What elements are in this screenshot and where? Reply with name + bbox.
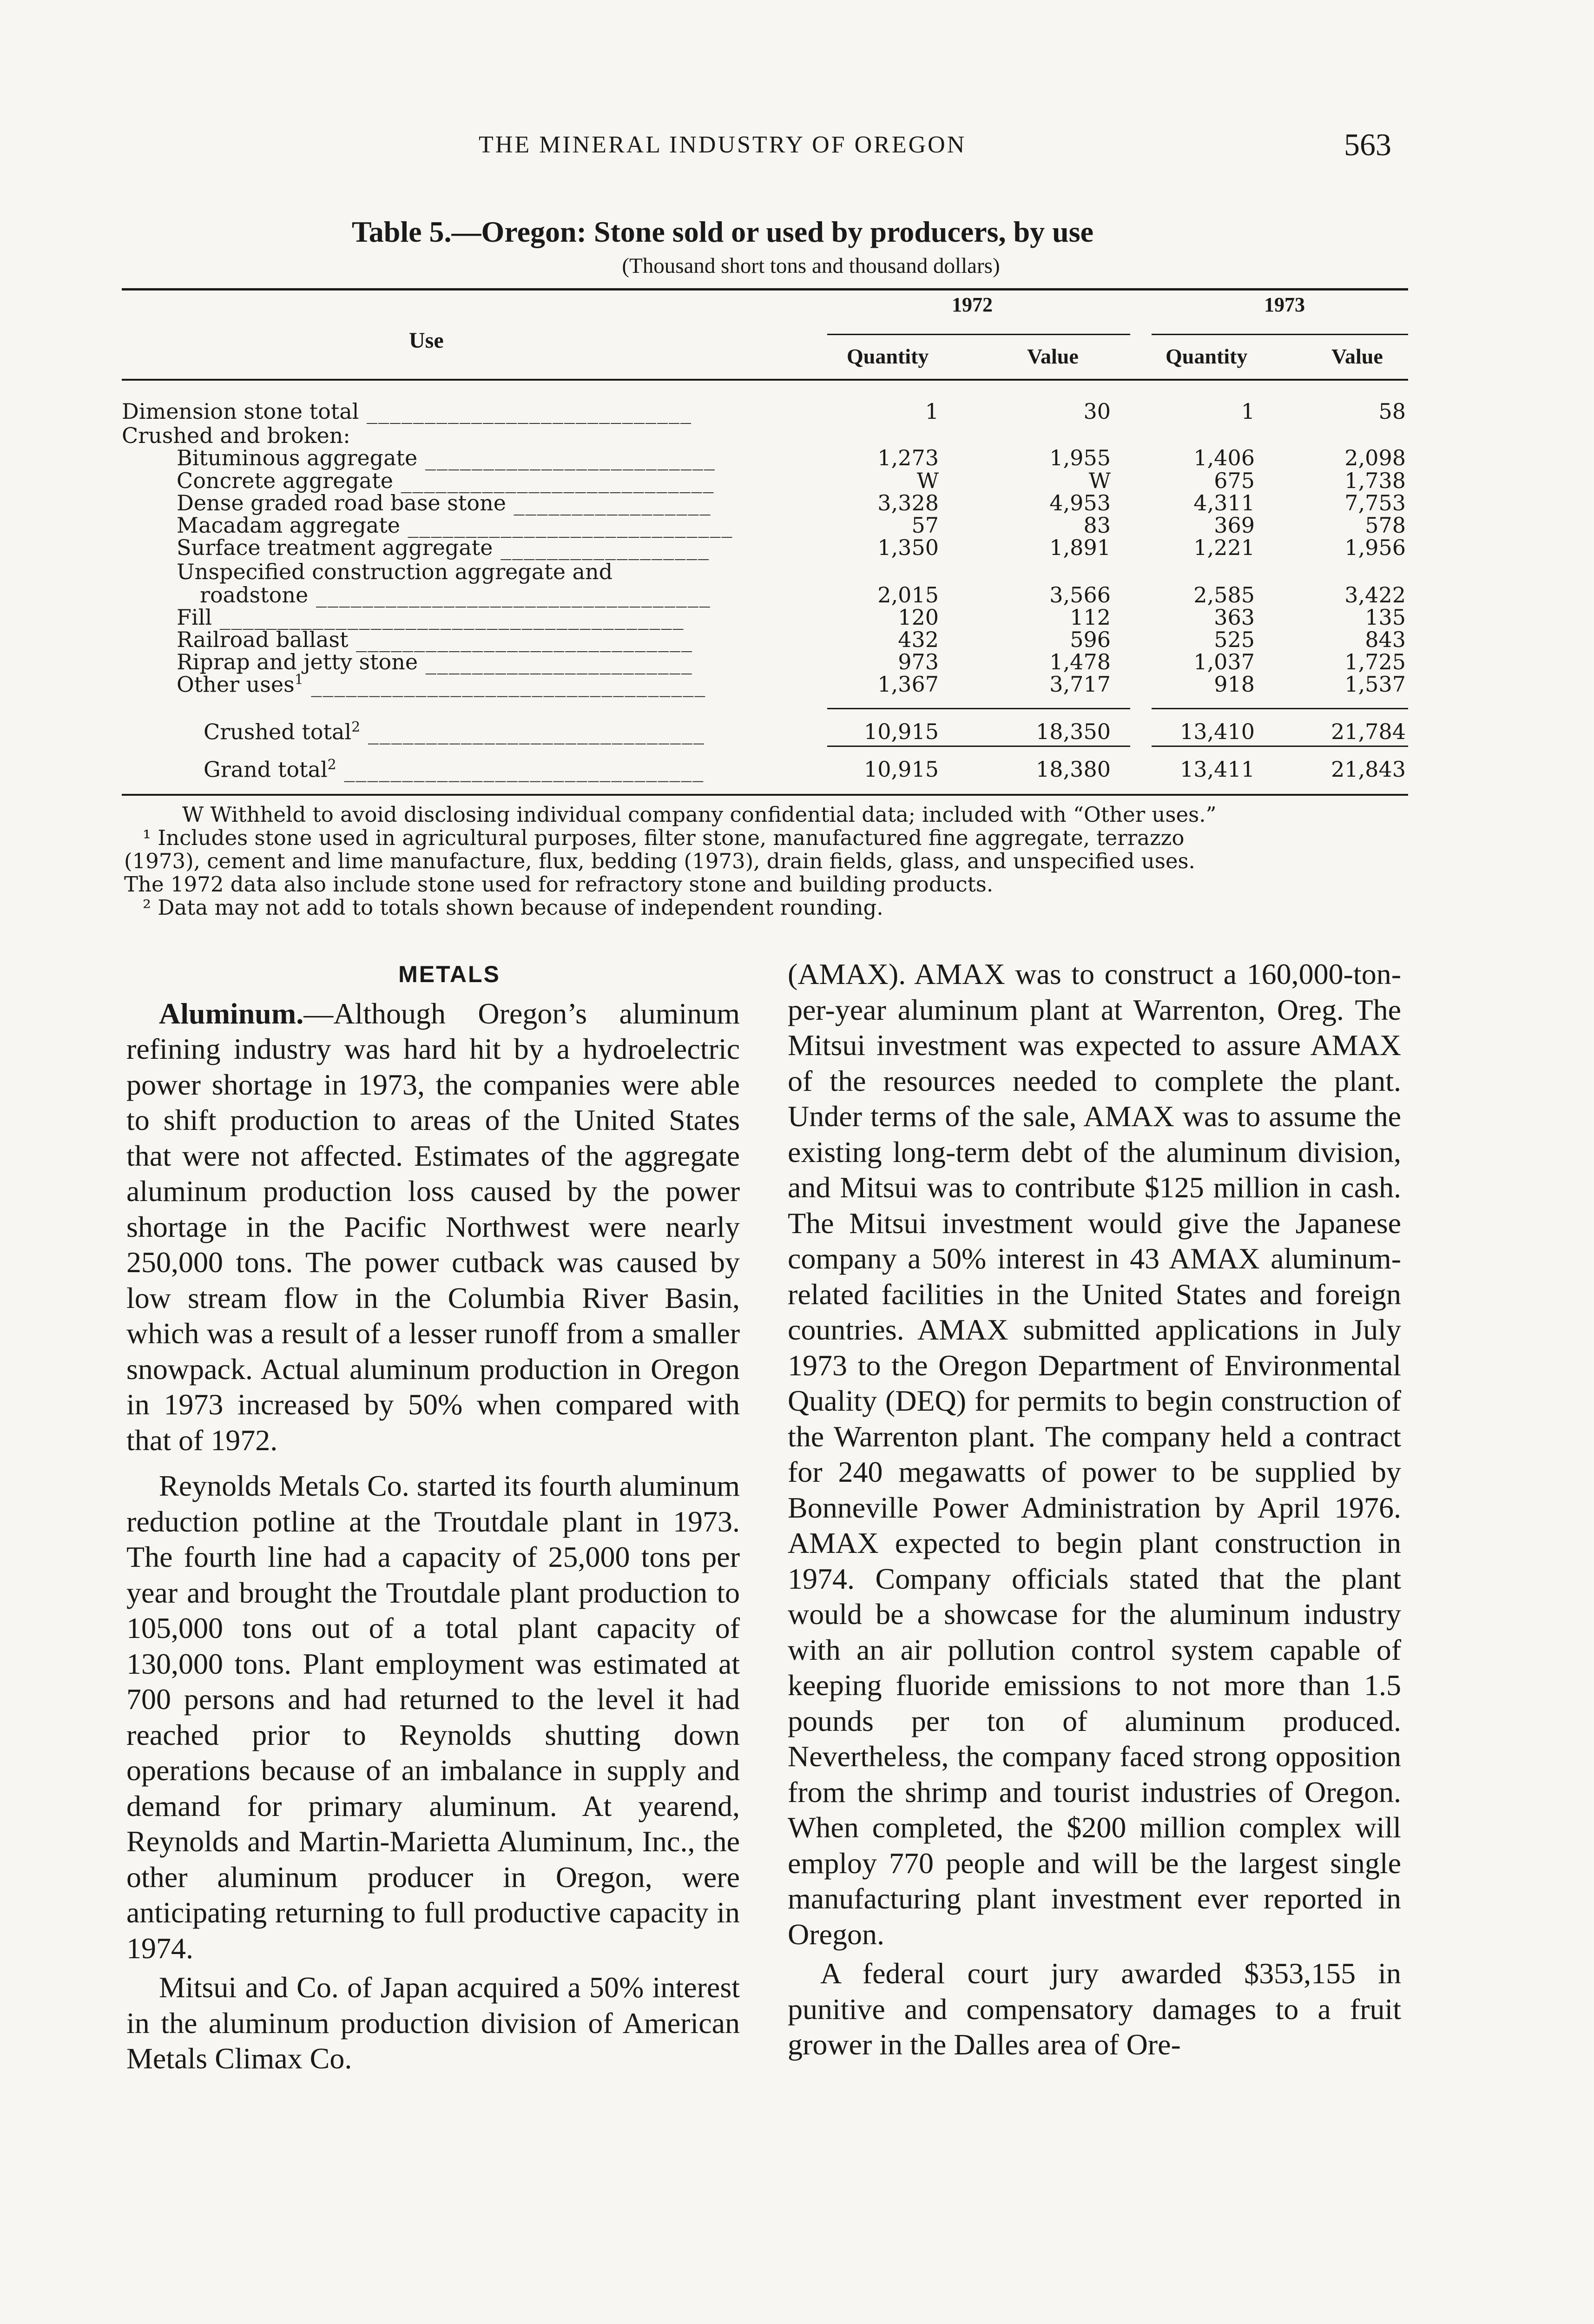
- cell-q72: 1,367: [877, 672, 939, 697]
- cell-q73: 363: [1214, 605, 1255, 630]
- row-label: Crushed and broken:: [122, 423, 350, 448]
- cell-v72: 112: [1070, 605, 1111, 630]
- total-rule-1973: [1152, 746, 1408, 747]
- running-title: THE MINERAL INDUSTRY OF OREGON: [479, 132, 967, 158]
- cell-q73: 918: [1214, 672, 1255, 697]
- footnote-2: ² Data may not add to totals shown because of independent rounding.: [143, 895, 883, 920]
- leader-dots: ____________________________: [400, 513, 733, 538]
- cell-q73: 2,585: [1193, 582, 1255, 607]
- left-column: [126, 957, 740, 2077]
- table-row: [0, 627, 1594, 651]
- leader-dots: ___________________________: [393, 468, 715, 493]
- cell-v72: 3,566: [1049, 582, 1111, 607]
- cell-q72: 10,915: [864, 719, 939, 744]
- cell-v73: 7,753: [1344, 490, 1406, 515]
- table-row: [0, 445, 1594, 469]
- cell-v73: 21,843: [1331, 757, 1406, 782]
- cell-v72: 3,717: [1049, 672, 1111, 697]
- leader-dots: __________________________________: [308, 582, 711, 607]
- table-row: [0, 513, 1594, 537]
- paragraph-court: A federal court jury awarded $353,155 in punitive and compensatory damages to a fruit grower in the Dalles area of Ore-: [788, 1957, 1401, 2061]
- cell-q73: 1,221: [1193, 535, 1255, 560]
- row-label: Railroad ballast _____________________________: [177, 627, 693, 652]
- row-label: Dense graded road base stone _________________: [177, 490, 711, 515]
- paragraph-mitsui: Mitsui and Co. of Japan acquired a 50% interest in the aluminum production division of American Metals Climax Co.: [126, 1971, 740, 2075]
- page-number: 563: [1344, 127, 1391, 162]
- row-label: Other uses$^1$ __________________________________: [177, 672, 706, 697]
- cell-v72: 1,891: [1049, 535, 1111, 560]
- cell-v73: 1,956: [1344, 535, 1406, 560]
- cell-q73: 525: [1214, 627, 1255, 652]
- col-header-value-1972: Value: [1027, 344, 1079, 368]
- table-row: [0, 582, 1594, 607]
- table-top-rule: [122, 288, 1408, 290]
- table-row: [0, 468, 1594, 492]
- leader-dots: __________________________________: [303, 672, 706, 697]
- col-header-quantity-1972: Quantity: [847, 344, 929, 368]
- year-1972-rule: [827, 334, 1130, 335]
- row-label: Bituminous aggregate _________________________: [177, 445, 716, 470]
- col-header-value-1973: Value: [1331, 344, 1383, 368]
- table-row: [0, 399, 1594, 423]
- table-row: [0, 649, 1594, 673]
- leader-dots: _______________________________: [336, 757, 705, 782]
- cell-q73: 13,410: [1180, 719, 1255, 744]
- cell-q72: 1,273: [877, 445, 939, 470]
- leader-dots: _______________________: [418, 649, 693, 674]
- subtotal-rule-1973: [1152, 708, 1408, 709]
- section-heading: METALS: [398, 961, 501, 987]
- cell-v72: 30: [1083, 399, 1111, 424]
- col-header-quantity-1973: Quantity: [1166, 344, 1248, 368]
- col-header-1973: 1973: [1264, 293, 1305, 316]
- table-row: [0, 559, 1594, 583]
- aluminum-runin: Aluminum.: [159, 997, 304, 1030]
- cell-v72: 4,953: [1049, 490, 1111, 515]
- cell-v73: 3,422: [1344, 582, 1406, 607]
- leader-dots: _________________________: [417, 445, 716, 470]
- paragraph-reynolds: Reynolds Metals Co. started its fourth aluminum reduction potline at the Troutdale plant in 1973. The fourth line had a capacity of 25,000 tons per year and brought the Troutdale plant production to 105,000 tons out of a total plant capacity of 130,000 tons. Plant employment was estimated at 700 persons and had returned to the level it had reached prior to Reynolds shutting down operations because of an imbalance in supply and demand for primary aluminum. At yearend, Reynolds and Martin-Marietta Aluminum, Inc., the other aluminum producer in Oregon, were anticipating returning to full productive capacity in 1974.: [126, 1469, 740, 1965]
- total-rule-1972: [827, 746, 1130, 747]
- table-title: Table 5.—Oregon: Stone sold or used by producers, by use: [351, 215, 1094, 248]
- cell-v72: 1,478: [1049, 649, 1111, 674]
- cell-v72: 1,955: [1049, 445, 1111, 470]
- cell-q73: 4,311: [1193, 490, 1255, 515]
- row-label: Fill ________________________________________: [177, 605, 685, 630]
- cell-v73: 578: [1365, 513, 1406, 538]
- footnote-1-cont2: The 1972 data also include stone used for refractory stone and building products.: [124, 872, 994, 897]
- year-1973-rule: [1152, 334, 1408, 335]
- cell-v73: 1,537: [1344, 672, 1406, 697]
- cell-q73: 13,411: [1180, 757, 1255, 782]
- cell-q73: 1: [1241, 399, 1255, 424]
- footnote-1: ¹ Includes stone used in agricultural purposes, filter stone, manufactured fine aggregate, terrazzo: [143, 825, 1185, 850]
- cell-v72: 18,380: [1036, 757, 1111, 782]
- footnote-w: W Withheld to avoid disclosing individual company confidential data; included with “Other uses.”: [182, 802, 1217, 827]
- cell-q72: 2,015: [877, 582, 939, 607]
- subtotal-rule-1972: [827, 708, 1130, 709]
- cell-v72: 18,350: [1036, 719, 1111, 744]
- cell-q72: 3,328: [877, 490, 939, 515]
- cell-v73: 21,784: [1331, 719, 1406, 744]
- leader-dots: _____________________________: [348, 627, 693, 652]
- row-label: Surface treatment aggregate __________________: [177, 535, 710, 560]
- cell-v72: 596: [1070, 627, 1111, 652]
- col-header-1972: 1972: [952, 293, 993, 316]
- col-header-use: Use: [409, 328, 444, 353]
- table-row: [0, 535, 1594, 559]
- cell-v73: 2,098: [1344, 445, 1406, 470]
- table-row: [0, 423, 1594, 447]
- row-label: Dimension stone total ____________________________: [122, 399, 692, 424]
- paragraph-aluminum: Aluminum.—Although Oregon’s aluminum refining industry was hard hit by a hydroelectric power shortage in 1973, the companies were able to shift production to areas of the United States that were not affected. Estimates of the aggregate aluminum production loss caused by the power shortage in the Pacific Northwest were nearly 250,000 tons. The power cutback was caused by low stream flow in the Columbia River Basin, which was a result of a lesser runoff from a smaller snowpack. Actual aluminum production in Oregon in 1973 increased by 50% when compared with that of 1972.: [126, 997, 740, 1457]
- cell-v73: 58: [1378, 399, 1406, 424]
- row-label: Riprap and jetty stone _______________________: [177, 649, 693, 674]
- cell-v73: 1,738: [1344, 468, 1406, 493]
- table-row: [0, 605, 1594, 629]
- row-label: Concrete aggregate ___________________________: [177, 468, 715, 493]
- cell-v73: 1,725: [1344, 649, 1406, 674]
- table-row: [0, 719, 1594, 743]
- leader-dots: __________________: [493, 535, 710, 560]
- cell-q72: W: [916, 468, 939, 493]
- row-label: Unspecified construction aggregate and: [177, 559, 613, 584]
- cell-v73: 135: [1365, 605, 1406, 630]
- row-label: roadstone __________________________________: [200, 582, 711, 607]
- cell-q73: 1,037: [1193, 649, 1255, 674]
- table-row: [0, 672, 1594, 696]
- table-header-rule: [122, 379, 1408, 381]
- cell-q72: 10,915: [864, 757, 939, 782]
- right-column: [788, 957, 1401, 2063]
- footnote-1-cont: (1973), cement and lime manufacture, flux, bedding (1973), drain fields, glass, and unspecified uses.: [124, 849, 1195, 873]
- leader-dots: _________________: [506, 490, 711, 515]
- cell-q72: 432: [898, 627, 939, 652]
- leader-dots: ____________________________: [359, 399, 692, 424]
- cell-q73: 675: [1214, 468, 1255, 493]
- cell-q72: 1: [925, 399, 939, 424]
- row-label: Grand total$^2$ _______________________________: [204, 757, 705, 782]
- cell-q72: 1,350: [877, 535, 939, 560]
- cell-q72: 973: [898, 649, 939, 674]
- cell-v72: W: [1088, 468, 1111, 493]
- cell-q72: 57: [911, 513, 939, 538]
- leader-dots: ________________________________________: [212, 605, 685, 630]
- table-subtitle: (Thousand short tons and thousand dollars): [622, 254, 1000, 278]
- paragraph-amax: (AMAX). AMAX was to construct a 160,000-ton-per-year aluminum plant at Warrenton, Oreg. The Mitsui investment was expected to assure AMAX of the resources needed to complete the plant. Under terms of the sale, AMAX was to assume the existing long-term debt of the aluminum division, and Mitsui was to contribute $125 million in cash. The Mitsui investment would give the Japanese company a 50% interest in 43 AMAX aluminum-related facilities in the United States and foreign countries. AMAX submitted applications in July 1973 to the Oregon Department of Environmental Quality (DEQ) for permits to begin construction of the Warrenton plant. The company held a contract for 240 megawatts of power to be supplied by Bonneville Power Administration by April 1976. AMAX expected to begin plant construction in 1974. Company officials stated that the plant would be a showcase for the aluminum industry with an air pollution control system capable of keeping fluoride emissions to not more than 1.5 pounds per ton of aluminum produced. Nevertheless, the company faced strong opposition from the shrimp and tourist industries of Oregon. When completed, the $200 million complex will employ 770 people and will be the largest single manufacturing plant investment ever reported in Oregon.: [788, 957, 1401, 1951]
- leader-dots: _____________________________: [360, 719, 705, 745]
- row-label: Macadam aggregate ____________________________: [177, 513, 733, 538]
- table-bottom-rule: [122, 794, 1408, 796]
- cell-q72: 120: [898, 605, 939, 630]
- cell-v72: 83: [1083, 513, 1111, 538]
- table-footnotes: [124, 803, 1416, 919]
- cell-q73: 369: [1214, 513, 1255, 538]
- row-label: Crushed total$^2$ _____________________________: [204, 719, 705, 745]
- table-row: [0, 490, 1594, 515]
- table-row: [0, 757, 1594, 781]
- cell-v73: 843: [1365, 627, 1406, 652]
- cell-q73: 1,406: [1193, 445, 1255, 470]
